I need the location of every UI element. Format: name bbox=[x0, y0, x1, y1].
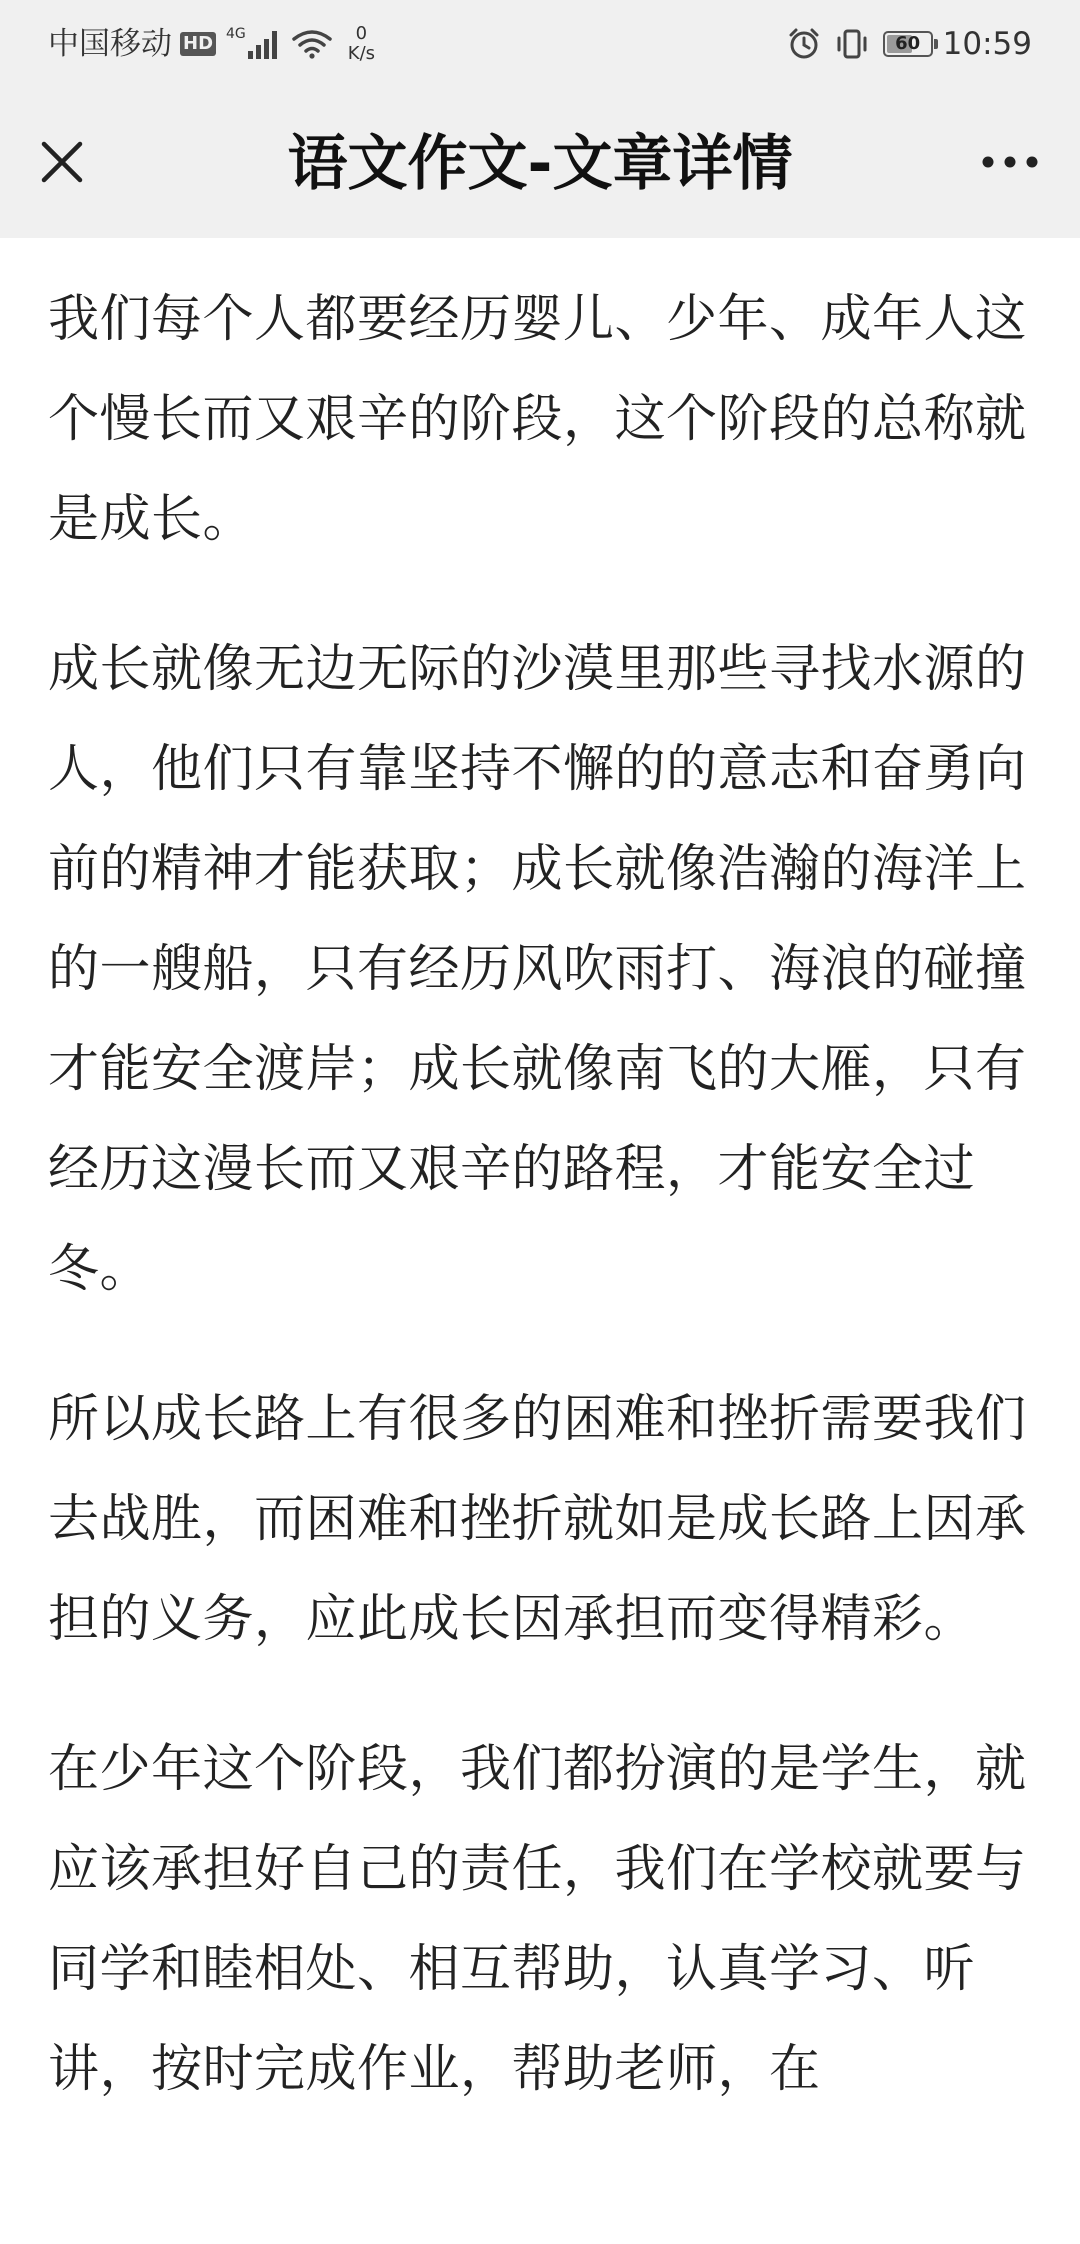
wifi-icon bbox=[292, 29, 332, 59]
vibrate-icon bbox=[835, 27, 869, 61]
more-button[interactable] bbox=[970, 130, 1050, 194]
close-icon bbox=[40, 140, 84, 184]
alarm-icon bbox=[787, 27, 821, 61]
status-right bbox=[787, 22, 1032, 66]
speed-value: 0 bbox=[355, 23, 368, 44]
article-paragraph: 成长就像无边无际的沙漠里那些寻找水源的人，他们只有靠坚持不懈的的意志和奋勇向前的精神才能获取；成长就像浩瀚的海洋上的一艘船，只有经历风吹雨打、海浪的碰撞才能安全渡岸；成长就像南飞的大雁，只有经历这漫长而又艰辛的路程，才能安全过冬。 bbox=[48, 640, 1027, 1299]
article-paragraph: 所以成长路上有很多的困难和挫折需要我们去战胜，而困难和挫折就如是成长路上因承担的义务，应此成长因承担而变得精彩。 bbox=[48, 1390, 1027, 1649]
hd-badge: HD bbox=[180, 32, 216, 56]
carrier-name: 中国移动 bbox=[48, 26, 172, 62]
nav-bar bbox=[0, 88, 1080, 238]
network-speed bbox=[348, 24, 375, 64]
more-icon bbox=[980, 155, 1040, 169]
status-bar bbox=[0, 0, 1080, 88]
article-paragraph: 我们每个人都要经历婴儿、少年、成年人这个慢长而又艰辛的阶段，这个阶段的总称就是成长。 bbox=[48, 290, 1027, 549]
battery-icon bbox=[883, 31, 933, 57]
signal-icon bbox=[248, 29, 280, 59]
page-title: 语文作文-文章详情 bbox=[287, 129, 793, 199]
network-type: 4G bbox=[226, 26, 246, 42]
battery-level: 60 bbox=[895, 33, 921, 54]
article-paragraph: 在少年这个阶段，我们都扮演的是学生，就应该承担好自己的责任，我们在学校就要与同学和睦相处、相互帮助，认真学习、听讲，按时完成作业，帮助老师，在 bbox=[48, 1740, 1027, 2099]
clock: 10:59 bbox=[942, 26, 1032, 62]
status-left bbox=[48, 22, 375, 66]
speed-unit: K/s bbox=[347, 43, 376, 64]
close-button[interactable] bbox=[30, 130, 94, 194]
article-content[interactable] bbox=[0, 238, 1080, 2244]
